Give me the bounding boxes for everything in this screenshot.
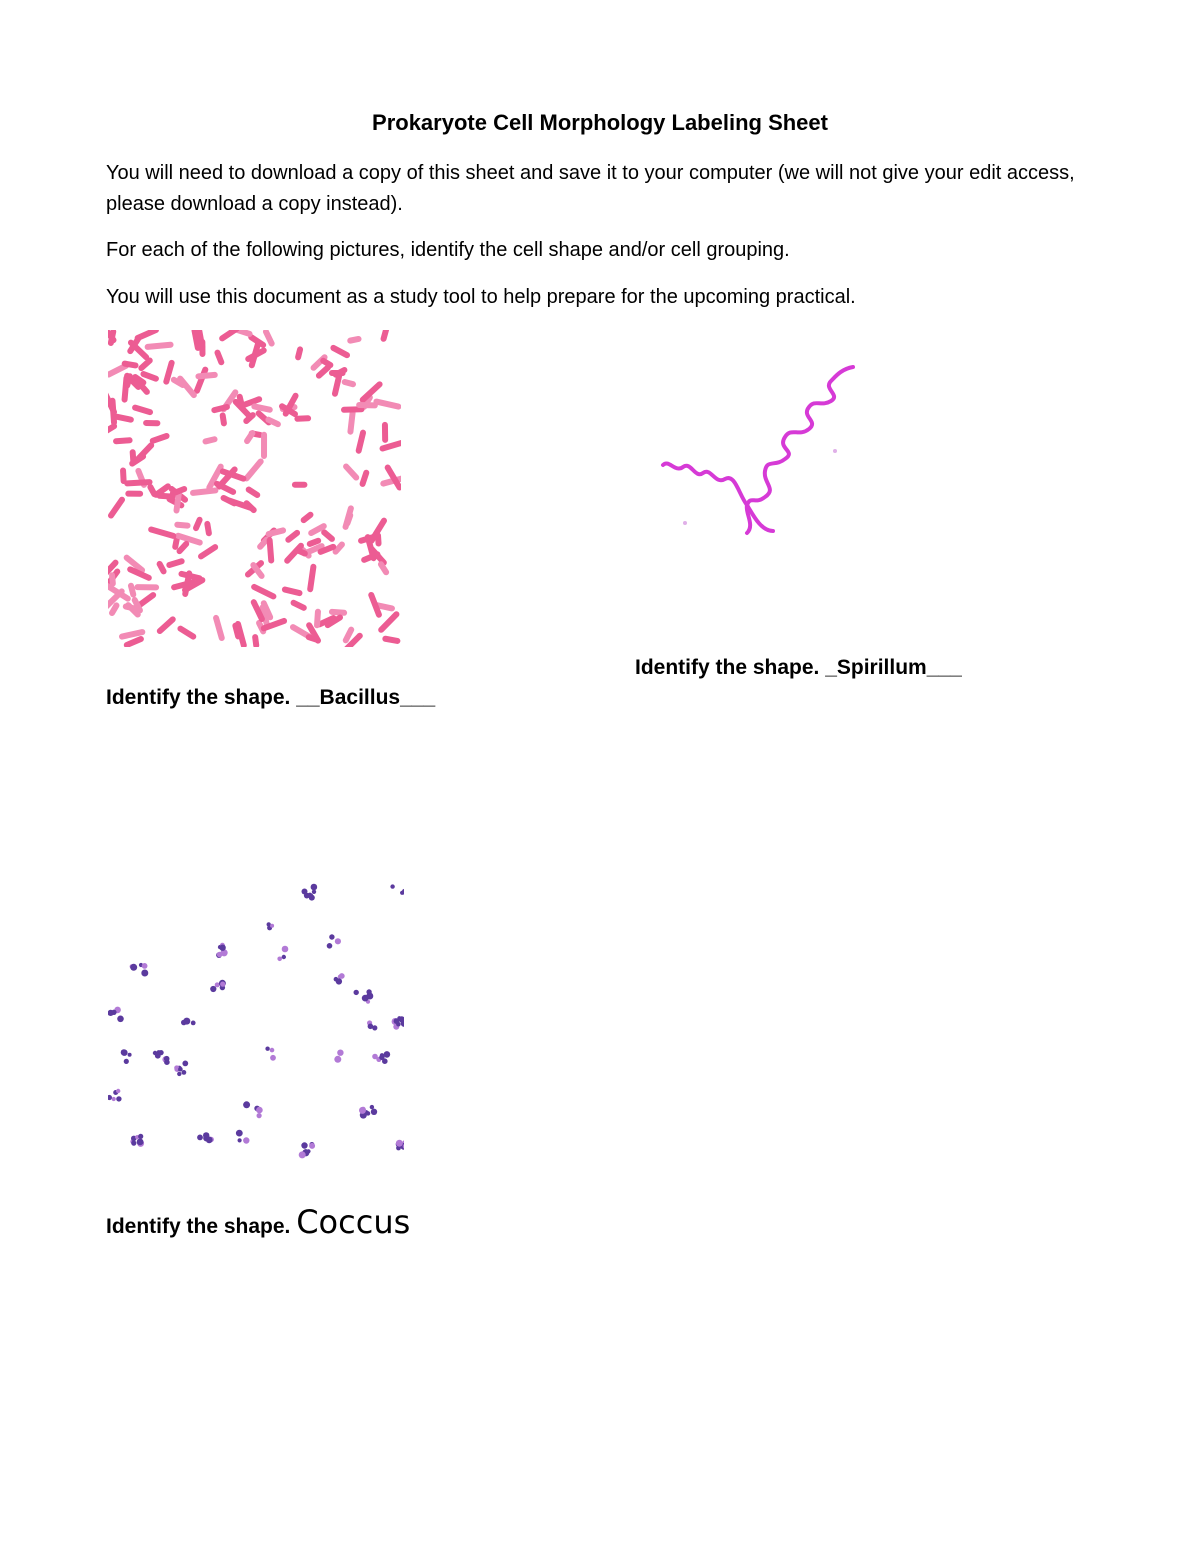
bacillus-rod [218, 330, 241, 342]
bacillus-label: Identify the shape. __Bacillus___ [106, 686, 436, 709]
coccus-cell [362, 995, 369, 1002]
coccus-micrograph [108, 880, 404, 1160]
bacillus-rod [197, 543, 219, 561]
coccus-cell [238, 1138, 242, 1142]
coccus-cell [117, 1016, 124, 1023]
coccus-cell [142, 963, 148, 969]
bacillus-rod [108, 496, 126, 520]
bacillus-rod [294, 346, 303, 361]
bacillus-rod [252, 634, 260, 647]
coccus-cell [243, 1101, 250, 1108]
coccus-label [106, 1203, 410, 1241]
bacillus-rod [264, 416, 281, 428]
coccus-cell [210, 986, 216, 992]
coccus-cell [270, 1048, 275, 1053]
bacillus-rod [342, 462, 361, 482]
bacillus-rod [266, 537, 274, 564]
coccus-cell [368, 1024, 374, 1030]
bacillus-rod [214, 349, 226, 366]
bacillus-rod [355, 429, 367, 454]
bacillus-rod [204, 520, 212, 536]
bacillus-rod [144, 341, 173, 350]
bacillus-rod [359, 469, 370, 488]
bacillus-rod [342, 505, 355, 531]
coccus-cell [309, 1143, 315, 1149]
bacillus-rod [220, 494, 239, 507]
coccus-cell [257, 1113, 262, 1118]
coccus-cell [336, 978, 342, 984]
bacillus-rod [109, 398, 117, 426]
bacillus-rod [146, 483, 158, 498]
coccus-cell [390, 884, 394, 888]
bacillus-rod [121, 375, 129, 403]
coccus-cell [384, 1051, 391, 1058]
coccus-cell [177, 1072, 181, 1076]
bacillus-rod [166, 558, 186, 569]
bacillus-rod [134, 330, 160, 342]
bacillus-rod [219, 412, 227, 427]
bacillus-rod [329, 344, 351, 359]
coccus-cell [337, 1050, 343, 1056]
bacillus-rod [131, 404, 153, 416]
bacillus-rod [329, 609, 348, 616]
coccus-cell [178, 1067, 183, 1072]
bacillus-rod [382, 635, 401, 644]
bacillus-rod [113, 437, 133, 444]
bacillus-rod [156, 560, 168, 576]
coccus-answer: Coccus [296, 1203, 411, 1241]
coccus-cell [191, 1021, 196, 1026]
coccus-cell [131, 1141, 136, 1146]
coccus-cell [301, 1142, 307, 1148]
coccus-cell [236, 1130, 243, 1137]
bacillus-rod [347, 335, 362, 344]
bacillus-micrograph [108, 330, 401, 647]
coccus-cell [265, 1047, 269, 1051]
instruction-identify: For each of the following pictures, identify the cell shape and/or cell grouping. [106, 239, 790, 261]
instruction-download: You will need to download a copy of this sheet and save it to your computer (we will not give your edit access, please download a copy instead). [106, 162, 1075, 215]
bacillus-rod [192, 516, 203, 532]
coccus-cell [270, 1055, 276, 1061]
coccus-cell [112, 1097, 116, 1101]
bacillus-rod [281, 586, 303, 597]
coccus-cell [329, 934, 334, 939]
coccus-cell [256, 1107, 263, 1114]
coccus-cell [302, 889, 308, 895]
bacillus-rod [380, 330, 391, 342]
bacillus-rod [190, 487, 219, 496]
instruction-study: You will use this document as a study tool to help prepare for the upcoming practical. [106, 286, 856, 308]
bacillus-rod [379, 439, 401, 452]
coccus-cell [121, 1050, 127, 1056]
coccus-cell [354, 990, 359, 995]
bacillus-rod [212, 614, 225, 641]
coccus-cell [197, 1135, 203, 1141]
spirillum-organism [747, 367, 853, 533]
coccus-cell [183, 1018, 190, 1025]
bacillus-rod [347, 409, 356, 435]
coccus-cell [220, 982, 225, 987]
bacillus-rod [341, 378, 357, 388]
coccus-cell [299, 1151, 306, 1158]
bacillus-rod [147, 526, 177, 540]
coccus-cell [137, 1139, 144, 1146]
coccus-cell [116, 1096, 121, 1101]
coccus-cell [219, 945, 225, 951]
coccus-cell [359, 1107, 366, 1114]
page-title: Prokaryote Cell Morphology Labeling Sheet [372, 110, 828, 135]
coccus-cell [217, 952, 222, 957]
coccus-cell [108, 1095, 112, 1100]
bacillus-rod [284, 529, 301, 544]
coccus-cell [141, 970, 148, 977]
bacillus-rod [202, 436, 218, 445]
spirillum-micrograph [655, 355, 865, 545]
coccus-cell [327, 943, 333, 949]
coccus-cell [203, 1135, 209, 1141]
bacillus-rod [176, 625, 197, 641]
coccus-cell [164, 1059, 170, 1065]
coccus-cell [370, 1105, 374, 1109]
coccus-cell [128, 1053, 132, 1057]
coccus-cell [394, 1018, 400, 1024]
coccus-cell [366, 1111, 370, 1115]
coccus-cell [138, 1134, 143, 1139]
coccus-cell [339, 973, 345, 979]
coccus-cell [282, 946, 289, 953]
bacillus-rod [307, 563, 317, 592]
coccus-cell [311, 884, 318, 891]
coccus-cell [116, 1089, 120, 1093]
coccus-cell [372, 1054, 378, 1060]
coccus-cell [270, 924, 274, 928]
bacillus-rod [176, 374, 198, 399]
coccus-cell [306, 1149, 310, 1153]
bacillus-rod [251, 403, 273, 413]
coccus-cell [308, 893, 313, 898]
coccus-cell [371, 1109, 377, 1115]
coccus-cell [124, 1059, 129, 1064]
coccus-cell [335, 938, 341, 944]
bacillus-rod [134, 584, 159, 590]
bacillus-rod [195, 372, 218, 380]
coccus-cell [379, 1055, 384, 1060]
bacillus-rod [290, 599, 308, 612]
bacillus-rod [356, 402, 378, 409]
bacillus-rod [299, 510, 314, 524]
bacillus-rod [245, 485, 262, 499]
coccus-cell [366, 989, 371, 994]
coccus-cell [155, 1053, 161, 1059]
coccus-cell [182, 1070, 187, 1075]
coccus-cell [396, 1140, 403, 1147]
bacillus-rod [125, 491, 143, 497]
bacillus-rod [174, 521, 191, 528]
coccus-cell [277, 957, 282, 962]
spirillum-label: Identify the shape. _Spirillum___ [635, 656, 962, 679]
bacillus-rod [156, 615, 177, 635]
bacillus-rod [382, 422, 388, 443]
coccus-cell [334, 1056, 341, 1063]
coccus-cell [282, 955, 286, 959]
bacillus-rod [375, 532, 382, 546]
coccus-cell [182, 1061, 188, 1067]
coccus-prompt: Identify the shape. [106, 1215, 297, 1238]
coccus-cell [130, 964, 137, 971]
coccus-cell [243, 1137, 249, 1143]
bacillus-rod [193, 366, 209, 395]
bacillus-rod [261, 432, 267, 459]
bacillus-rod [292, 482, 307, 488]
bacillus-rod [250, 583, 277, 601]
bacillus-rod [211, 403, 231, 413]
bacillus-rod [143, 420, 160, 426]
coccus-cell [111, 1010, 116, 1015]
